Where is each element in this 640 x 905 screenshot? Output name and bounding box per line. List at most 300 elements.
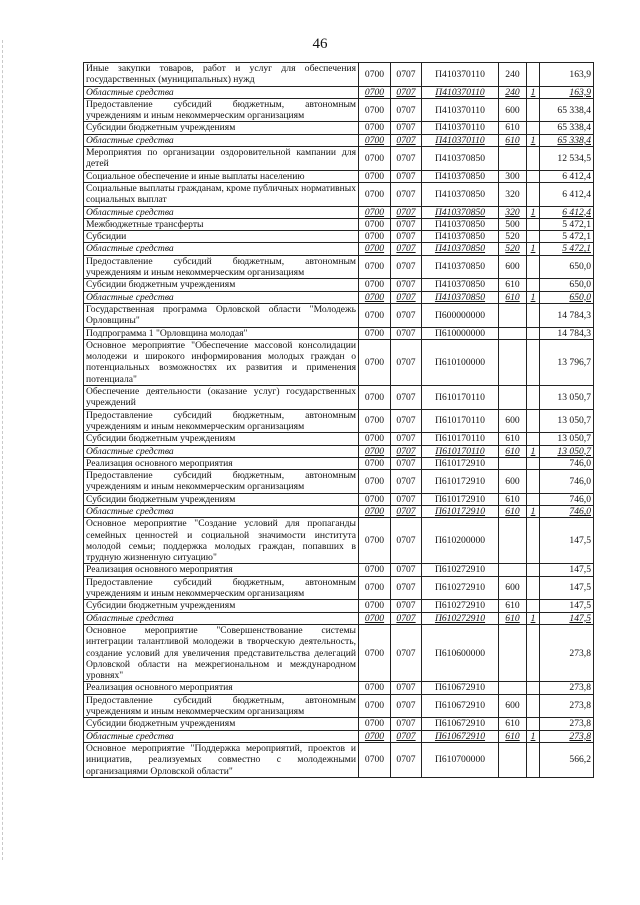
table-row	[84, 624, 594, 681]
row-amount-cell: 5 472,1	[540, 231, 594, 243]
table-row	[84, 86, 594, 98]
table-row	[84, 63, 594, 87]
row-amount-cell: 6 412,4	[540, 182, 594, 206]
row-fund-source-cell	[527, 576, 540, 600]
row-subsection-cell: 0707	[391, 206, 422, 218]
row-amount-cell: 147,5	[540, 518, 594, 564]
row-target-article-cell: П610172910	[422, 505, 499, 517]
row-subsection-cell: 0707	[391, 63, 422, 87]
row-expense-type-cell: 610	[499, 433, 527, 445]
page-number: 46	[312, 36, 328, 52]
row-target-article-cell: П410370850	[422, 170, 499, 182]
row-name-cell: Основное мероприятие "Обеспечение массовой консолидации молодежи и широкого информирования молодых граждан о потенциальных возможностях их развития и применения потенциала"	[84, 339, 359, 385]
row-fund-source-cell	[527, 433, 540, 445]
row-subsection-cell: 0707	[391, 170, 422, 182]
row-name-cell: Реализация основного мероприятия	[84, 682, 359, 694]
row-section-cell: 0700	[359, 493, 391, 505]
budget-table	[83, 62, 594, 778]
row-expense-type-cell: 610	[499, 134, 527, 146]
row-name-cell: Областные средства	[84, 86, 359, 98]
row-target-article-cell: П610200000	[422, 518, 499, 564]
row-name-cell: Областные средства	[84, 505, 359, 517]
row-name-cell: Обеспечение деятельности (оказание услуг) государственных учреждений	[84, 386, 359, 410]
table-row	[84, 457, 594, 469]
row-amount-cell: 5 472,1	[540, 218, 594, 230]
row-expense-type-cell: 520	[499, 231, 527, 243]
row-subsection-cell: 0707	[391, 624, 422, 681]
row-name-cell: Субсидии	[84, 231, 359, 243]
row-amount-cell: 566,2	[540, 742, 594, 777]
row-fund-source-cell	[527, 409, 540, 433]
row-name-cell: Подпрограмма 1 "Орловщина молодая"	[84, 327, 359, 339]
row-target-article-cell: П610170110	[422, 445, 499, 457]
row-expense-type-cell	[499, 303, 527, 327]
row-subsection-cell: 0707	[391, 505, 422, 517]
table-row	[84, 742, 594, 777]
row-fund-source-cell	[527, 470, 540, 494]
row-name-cell: Областные средства	[84, 730, 359, 742]
row-name-cell: Основное мероприятие "Поддержка мероприятий, проектов и инициатив, реализуемых совместно с молодежными организациями Орловской области"	[84, 742, 359, 777]
row-expense-type-cell: 610	[499, 279, 527, 291]
row-expense-type-cell: 610	[499, 600, 527, 612]
row-target-article-cell: П610272910	[422, 564, 499, 576]
binding-margin-line	[2, 40, 3, 860]
row-amount-cell: 273,8	[540, 694, 594, 718]
table-row	[84, 612, 594, 624]
row-name-cell: Субсидии бюджетным учреждениям	[84, 279, 359, 291]
row-expense-type-cell: 500	[499, 218, 527, 230]
row-section-cell: 0700	[359, 182, 391, 206]
row-name-cell: Субсидии бюджетным учреждениям	[84, 433, 359, 445]
table-row	[84, 122, 594, 134]
row-target-article-cell: П610172910	[422, 470, 499, 494]
row-section-cell: 0700	[359, 63, 391, 87]
row-fund-source-cell	[527, 600, 540, 612]
row-name-cell: Основное мероприятие "Создание условий для пропаганды семейных ценностей и социальной значимости института молодой семьи; поддержка молодых граждан, попавших в трудную жизненную ситуацию"	[84, 518, 359, 564]
row-section-cell: 0700	[359, 279, 391, 291]
budget-table-body	[84, 63, 594, 778]
row-amount-cell: 147,5	[540, 576, 594, 600]
table-row	[84, 98, 594, 122]
row-name-cell: Предоставление субсидий бюджетным, автономным учреждениям и иным некоммерческим организациям	[84, 409, 359, 433]
row-name-cell: Иные закупки товаров, работ и услуг для обеспечения государственных (муниципальных) нужд	[84, 63, 359, 87]
row-target-article-cell: П610172910	[422, 493, 499, 505]
row-amount-cell: 163,9	[540, 86, 594, 98]
row-fund-source-cell	[527, 339, 540, 385]
row-amount-cell: 13 050,7	[540, 433, 594, 445]
row-subsection-cell: 0707	[391, 694, 422, 718]
row-expense-type-cell: 320	[499, 182, 527, 206]
row-fund-source-cell	[527, 122, 540, 134]
table-row	[84, 386, 594, 410]
row-section-cell: 0700	[359, 742, 391, 777]
row-subsection-cell: 0707	[391, 339, 422, 385]
row-subsection-cell: 0707	[391, 98, 422, 122]
row-expense-type-cell: 320	[499, 206, 527, 218]
row-amount-cell: 65 338,4	[540, 98, 594, 122]
row-section-cell: 0700	[359, 600, 391, 612]
row-name-cell: Областные средства	[84, 612, 359, 624]
row-expense-type-cell	[499, 682, 527, 694]
row-section-cell: 0700	[359, 576, 391, 600]
row-amount-cell: 650,0	[540, 279, 594, 291]
table-row	[84, 493, 594, 505]
row-target-article-cell: П410370110	[422, 86, 499, 98]
row-fund-source-cell	[527, 255, 540, 279]
row-expense-type-cell: 610	[499, 493, 527, 505]
row-fund-source-cell	[527, 718, 540, 730]
table-row	[84, 255, 594, 279]
row-target-article-cell: П410370850	[422, 279, 499, 291]
row-amount-cell: 6 412,4	[540, 206, 594, 218]
row-expense-type-cell: 600	[499, 576, 527, 600]
row-name-cell: Областные средства	[84, 206, 359, 218]
row-subsection-cell: 0707	[391, 445, 422, 457]
row-fund-source-cell	[527, 682, 540, 694]
row-subsection-cell: 0707	[391, 218, 422, 230]
row-fund-source-cell: 1	[527, 134, 540, 146]
row-fund-source-cell	[527, 518, 540, 564]
row-expense-type-cell: 600	[499, 409, 527, 433]
row-expense-type-cell: 240	[499, 86, 527, 98]
row-amount-cell: 147,5	[540, 564, 594, 576]
row-target-article-cell: П410370850	[422, 243, 499, 255]
row-amount-cell: 746,0	[540, 493, 594, 505]
row-fund-source-cell: 1	[527, 505, 540, 517]
table-row	[84, 445, 594, 457]
row-expense-type-cell: 520	[499, 243, 527, 255]
row-subsection-cell: 0707	[391, 564, 422, 576]
table-row	[84, 682, 594, 694]
row-name-cell: Областные средства	[84, 134, 359, 146]
row-section-cell: 0700	[359, 386, 391, 410]
table-row	[84, 730, 594, 742]
row-target-article-cell: П610272910	[422, 576, 499, 600]
row-section-cell: 0700	[359, 327, 391, 339]
row-section-cell: 0700	[359, 147, 391, 171]
row-fund-source-cell	[527, 327, 540, 339]
row-name-cell: Предоставление субсидий бюджетным, автономным учреждениям и иным некоммерческим организациям	[84, 98, 359, 122]
row-fund-source-cell	[527, 303, 540, 327]
row-name-cell: Предоставление субсидий бюджетным, автономным учреждениям и иным некоммерческим организациям	[84, 255, 359, 279]
row-subsection-cell: 0707	[391, 386, 422, 410]
row-target-article-cell: П410370850	[422, 147, 499, 171]
row-amount-cell: 273,8	[540, 682, 594, 694]
row-name-cell: Субсидии бюджетным учреждениям	[84, 122, 359, 134]
row-amount-cell: 12 534,5	[540, 147, 594, 171]
row-fund-source-cell	[527, 564, 540, 576]
table-row	[84, 134, 594, 146]
row-subsection-cell: 0707	[391, 457, 422, 469]
row-subsection-cell: 0707	[391, 718, 422, 730]
row-target-article-cell: П410370850	[422, 182, 499, 206]
row-target-article-cell: П610170110	[422, 433, 499, 445]
row-section-cell: 0700	[359, 718, 391, 730]
row-name-cell: Реализация основного мероприятия	[84, 564, 359, 576]
row-subsection-cell: 0707	[391, 291, 422, 303]
row-amount-cell: 5 472,1	[540, 243, 594, 255]
row-target-article-cell: П610672910	[422, 694, 499, 718]
row-fund-source-cell: 1	[527, 730, 540, 742]
row-section-cell: 0700	[359, 255, 391, 279]
row-section-cell: 0700	[359, 231, 391, 243]
row-subsection-cell: 0707	[391, 147, 422, 171]
row-section-cell: 0700	[359, 170, 391, 182]
row-amount-cell: 13 050,7	[540, 386, 594, 410]
table-row	[84, 718, 594, 730]
row-section-cell: 0700	[359, 518, 391, 564]
table-row	[84, 518, 594, 564]
row-amount-cell: 6 412,4	[540, 170, 594, 182]
row-expense-type-cell	[499, 386, 527, 410]
row-amount-cell: 65 338,4	[540, 134, 594, 146]
row-fund-source-cell	[527, 279, 540, 291]
row-section-cell: 0700	[359, 122, 391, 134]
row-target-article-cell: П410370850	[422, 218, 499, 230]
row-section-cell: 0700	[359, 409, 391, 433]
row-subsection-cell: 0707	[391, 576, 422, 600]
row-amount-cell: 650,0	[540, 255, 594, 279]
row-amount-cell: 163,9	[540, 63, 594, 87]
row-expense-type-cell	[499, 457, 527, 469]
row-target-article-cell: П610170110	[422, 386, 499, 410]
row-subsection-cell: 0707	[391, 682, 422, 694]
row-target-article-cell: П410370110	[422, 98, 499, 122]
row-section-cell: 0700	[359, 445, 391, 457]
row-amount-cell: 650,0	[540, 291, 594, 303]
row-name-cell: Социальные выплаты гражданам, кроме публичных нормативных социальных выплат	[84, 182, 359, 206]
row-section-cell: 0700	[359, 218, 391, 230]
row-fund-source-cell	[527, 170, 540, 182]
row-amount-cell: 13 050,7	[540, 445, 594, 457]
row-expense-type-cell: 300	[499, 170, 527, 182]
row-fund-source-cell: 1	[527, 612, 540, 624]
table-row	[84, 409, 594, 433]
row-expense-type-cell: 610	[499, 612, 527, 624]
row-fund-source-cell	[527, 63, 540, 87]
row-target-article-cell: П610700000	[422, 742, 499, 777]
row-subsection-cell: 0707	[391, 279, 422, 291]
row-target-article-cell: П410370110	[422, 122, 499, 134]
row-section-cell: 0700	[359, 206, 391, 218]
row-fund-source-cell	[527, 457, 540, 469]
row-fund-source-cell	[527, 218, 540, 230]
row-name-cell: Межбюджетные трансферты	[84, 218, 359, 230]
row-expense-type-cell	[499, 518, 527, 564]
row-amount-cell: 273,8	[540, 624, 594, 681]
row-expense-type-cell: 610	[499, 445, 527, 457]
row-amount-cell: 14 784,3	[540, 303, 594, 327]
row-name-cell: Областные средства	[84, 243, 359, 255]
row-fund-source-cell	[527, 624, 540, 681]
row-subsection-cell: 0707	[391, 243, 422, 255]
table-row	[84, 339, 594, 385]
row-target-article-cell: П410370110	[422, 134, 499, 146]
row-expense-type-cell: 610	[499, 122, 527, 134]
row-target-article-cell: П610100000	[422, 339, 499, 385]
table-row	[84, 327, 594, 339]
row-section-cell: 0700	[359, 303, 391, 327]
table-row	[84, 303, 594, 327]
row-amount-cell: 14 784,3	[540, 327, 594, 339]
row-section-cell: 0700	[359, 98, 391, 122]
row-target-article-cell: П610600000	[422, 624, 499, 681]
row-target-article-cell: П410370850	[422, 206, 499, 218]
row-name-cell: Областные средства	[84, 291, 359, 303]
row-subsection-cell: 0707	[391, 255, 422, 279]
table-row	[84, 576, 594, 600]
table-row	[84, 564, 594, 576]
row-fund-source-cell: 1	[527, 445, 540, 457]
row-name-cell: Субсидии бюджетным учреждениям	[84, 600, 359, 612]
row-section-cell: 0700	[359, 682, 391, 694]
row-expense-type-cell: 600	[499, 694, 527, 718]
row-fund-source-cell: 1	[527, 243, 540, 255]
row-target-article-cell: П410370850	[422, 255, 499, 279]
row-section-cell: 0700	[359, 291, 391, 303]
row-target-article-cell: П610172910	[422, 457, 499, 469]
row-target-article-cell: П410370110	[422, 63, 499, 87]
table-row	[84, 433, 594, 445]
row-amount-cell: 746,0	[540, 470, 594, 494]
row-amount-cell: 13 796,7	[540, 339, 594, 385]
row-name-cell: Государственная программа Орловской области "Молодежь Орловщины"	[84, 303, 359, 327]
row-fund-source-cell	[527, 147, 540, 171]
row-section-cell: 0700	[359, 86, 391, 98]
row-target-article-cell: П610672910	[422, 682, 499, 694]
row-amount-cell: 273,8	[540, 730, 594, 742]
row-amount-cell: 147,5	[540, 612, 594, 624]
table-row	[84, 182, 594, 206]
row-name-cell: Социальное обеспечение и иные выплаты населению	[84, 170, 359, 182]
table-row	[84, 231, 594, 243]
row-subsection-cell: 0707	[391, 600, 422, 612]
row-name-cell: Предоставление субсидий бюджетным, автономным учреждениям и иным некоммерческим организациям	[84, 576, 359, 600]
row-name-cell: Реализация основного мероприятия	[84, 457, 359, 469]
row-expense-type-cell: 600	[499, 470, 527, 494]
row-section-cell: 0700	[359, 243, 391, 255]
row-subsection-cell: 0707	[391, 122, 422, 134]
row-amount-cell: 746,0	[540, 505, 594, 517]
row-name-cell: Предоставление субсидий бюджетным, автономным учреждениям и иным некоммерческим организациям	[84, 694, 359, 718]
row-section-cell: 0700	[359, 730, 391, 742]
row-name-cell: Областные средства	[84, 445, 359, 457]
row-expense-type-cell	[499, 624, 527, 681]
table-row	[84, 600, 594, 612]
row-target-article-cell: П610672910	[422, 730, 499, 742]
row-subsection-cell: 0707	[391, 493, 422, 505]
row-expense-type-cell	[499, 339, 527, 385]
row-subsection-cell: 0707	[391, 134, 422, 146]
table-row	[84, 218, 594, 230]
table-row	[84, 206, 594, 218]
row-fund-source-cell	[527, 493, 540, 505]
row-section-cell: 0700	[359, 457, 391, 469]
row-amount-cell: 746,0	[540, 457, 594, 469]
row-expense-type-cell	[499, 147, 527, 171]
row-name-cell: Предоставление субсидий бюджетным, автономным учреждениям и иным некоммерческим организациям	[84, 470, 359, 494]
table-row	[84, 470, 594, 494]
row-target-article-cell: П610170110	[422, 409, 499, 433]
row-subsection-cell: 0707	[391, 730, 422, 742]
row-expense-type-cell: 610	[499, 291, 527, 303]
row-expense-type-cell	[499, 327, 527, 339]
row-fund-source-cell	[527, 386, 540, 410]
row-expense-type-cell: 600	[499, 98, 527, 122]
row-fund-source-cell: 1	[527, 291, 540, 303]
row-expense-type-cell: 600	[499, 255, 527, 279]
row-expense-type-cell	[499, 742, 527, 777]
row-target-article-cell: П610000000	[422, 327, 499, 339]
row-target-article-cell: П610272910	[422, 600, 499, 612]
row-section-cell: 0700	[359, 433, 391, 445]
row-expense-type-cell: 610	[499, 718, 527, 730]
row-fund-source-cell	[527, 98, 540, 122]
row-fund-source-cell	[527, 742, 540, 777]
row-amount-cell: 273,8	[540, 718, 594, 730]
row-subsection-cell: 0707	[391, 433, 422, 445]
row-subsection-cell: 0707	[391, 182, 422, 206]
row-subsection-cell: 0707	[391, 86, 422, 98]
row-subsection-cell: 0707	[391, 612, 422, 624]
row-fund-source-cell: 1	[527, 206, 540, 218]
row-name-cell: Мероприятия по организации оздоровительной кампании для детей	[84, 147, 359, 171]
row-name-cell: Субсидии бюджетным учреждениям	[84, 493, 359, 505]
row-section-cell: 0700	[359, 505, 391, 517]
table-row	[84, 291, 594, 303]
row-subsection-cell: 0707	[391, 327, 422, 339]
row-section-cell: 0700	[359, 470, 391, 494]
row-subsection-cell: 0707	[391, 518, 422, 564]
table-row	[84, 279, 594, 291]
row-expense-type-cell	[499, 564, 527, 576]
row-target-article-cell: П610272910	[422, 612, 499, 624]
row-target-article-cell: П610672910	[422, 718, 499, 730]
row-fund-source-cell: 1	[527, 86, 540, 98]
row-section-cell: 0700	[359, 624, 391, 681]
row-amount-cell: 65 338,4	[540, 122, 594, 134]
table-row	[84, 243, 594, 255]
row-fund-source-cell	[527, 694, 540, 718]
row-section-cell: 0700	[359, 612, 391, 624]
row-subsection-cell: 0707	[391, 742, 422, 777]
row-section-cell: 0700	[359, 564, 391, 576]
row-subsection-cell: 0707	[391, 470, 422, 494]
row-section-cell: 0700	[359, 134, 391, 146]
table-row	[84, 694, 594, 718]
row-amount-cell: 13 050,7	[540, 409, 594, 433]
row-subsection-cell: 0707	[391, 303, 422, 327]
row-expense-type-cell: 240	[499, 63, 527, 87]
row-expense-type-cell: 610	[499, 505, 527, 517]
row-target-article-cell: П600000000	[422, 303, 499, 327]
row-expense-type-cell: 610	[499, 730, 527, 742]
table-row	[84, 170, 594, 182]
row-subsection-cell: 0707	[391, 231, 422, 243]
table-row	[84, 147, 594, 171]
row-fund-source-cell	[527, 231, 540, 243]
row-target-article-cell: П410370850	[422, 291, 499, 303]
table-row	[84, 505, 594, 517]
row-target-article-cell: П410370850	[422, 231, 499, 243]
row-name-cell: Субсидии бюджетным учреждениям	[84, 718, 359, 730]
row-fund-source-cell	[527, 182, 540, 206]
row-name-cell: Основное мероприятие "Совершенствование системы интеграции талантливой молодежи в творческую деятельность, создание условий для увеличения представительства делегаций Орловской области на межрегиональном и международном уровнях"	[84, 624, 359, 681]
row-section-cell: 0700	[359, 694, 391, 718]
row-subsection-cell: 0707	[391, 409, 422, 433]
row-section-cell: 0700	[359, 339, 391, 385]
row-amount-cell: 147,5	[540, 600, 594, 612]
